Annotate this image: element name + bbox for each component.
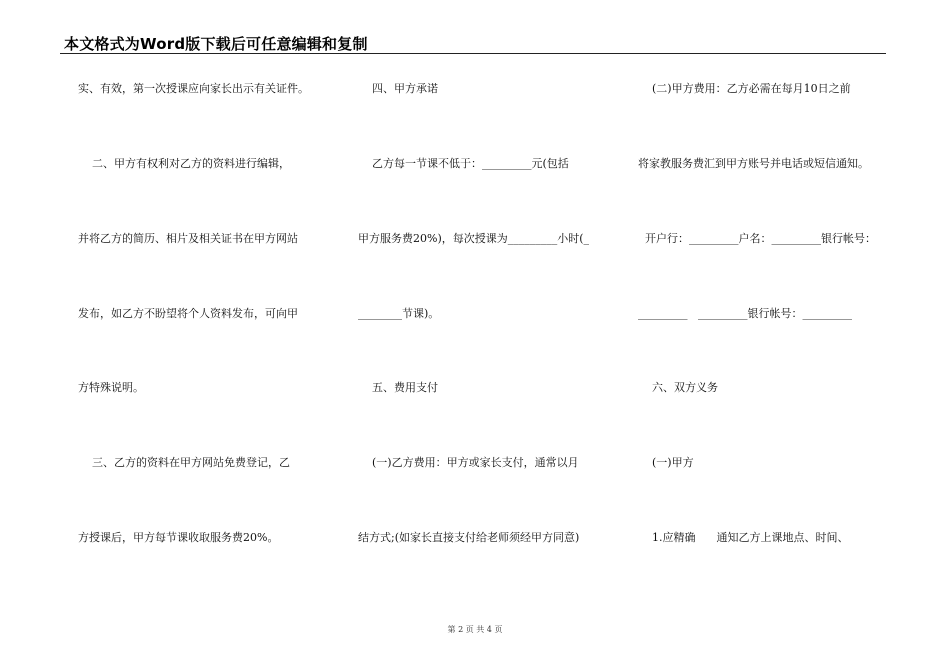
middle-column-line: (一)乙方费用：甲方或家长支付，通常以月 xyxy=(358,456,579,469)
left-column-line: 二、甲方有权利对乙方的资料进行编辑， xyxy=(78,157,290,170)
page-number-footer: 第 2 页 共 4 页 xyxy=(447,625,503,634)
right-column-line: (二)甲方费用：乙方必需在每月10日之前 xyxy=(638,82,851,95)
right-column-line: 将家教服务费汇到甲方账号并电话或短信通知。 xyxy=(638,157,869,170)
right-column-line: _________ _________银行帐号：_________ xyxy=(638,307,852,320)
left-column-line: 实、有效，第一次授课应向家长出示有关证件。 xyxy=(78,82,309,95)
right-column-line: 1.应精确 通知乙方上课地点、时间、 xyxy=(638,531,849,544)
middle-column-line: 五、费用支付 xyxy=(358,381,438,394)
right-column-line: (一)甲方 xyxy=(638,456,694,469)
middle-column-line: ________节课)。 xyxy=(358,307,440,320)
header-divider xyxy=(60,53,886,54)
right-column-line: 六、双方义务 xyxy=(638,381,718,394)
left-column-line: 三、乙方的资料在甲方网站免费登记，乙 xyxy=(78,456,290,469)
left-column-line: 并将乙方的简历、相片及相关证书在甲方网站 xyxy=(78,232,298,245)
left-column-line: 方授课后，甲方每节课收取服务费20%。 xyxy=(78,531,279,544)
left-column-line: 发布，如乙方不盼望将个人资料发布，可向甲 xyxy=(78,307,298,320)
right-column-line: 开户行：_________户名：_________银行帐号： xyxy=(638,232,876,245)
left-column-line: 方特殊说明。 xyxy=(78,381,144,394)
middle-column-line: 甲方服务费20%)，每次授课为_________小时(_ xyxy=(358,232,590,245)
middle-column-line: 四、甲方承诺 xyxy=(358,82,438,95)
page-header-title: 本文格式为Word版下载后可任意编辑和复制 xyxy=(64,35,368,53)
middle-column-line: 结方式;(如家长直接支付给老师须经甲方同意) xyxy=(358,531,580,544)
middle-column-line: 乙方每一节课不低于：_________元(包括 xyxy=(358,157,569,170)
